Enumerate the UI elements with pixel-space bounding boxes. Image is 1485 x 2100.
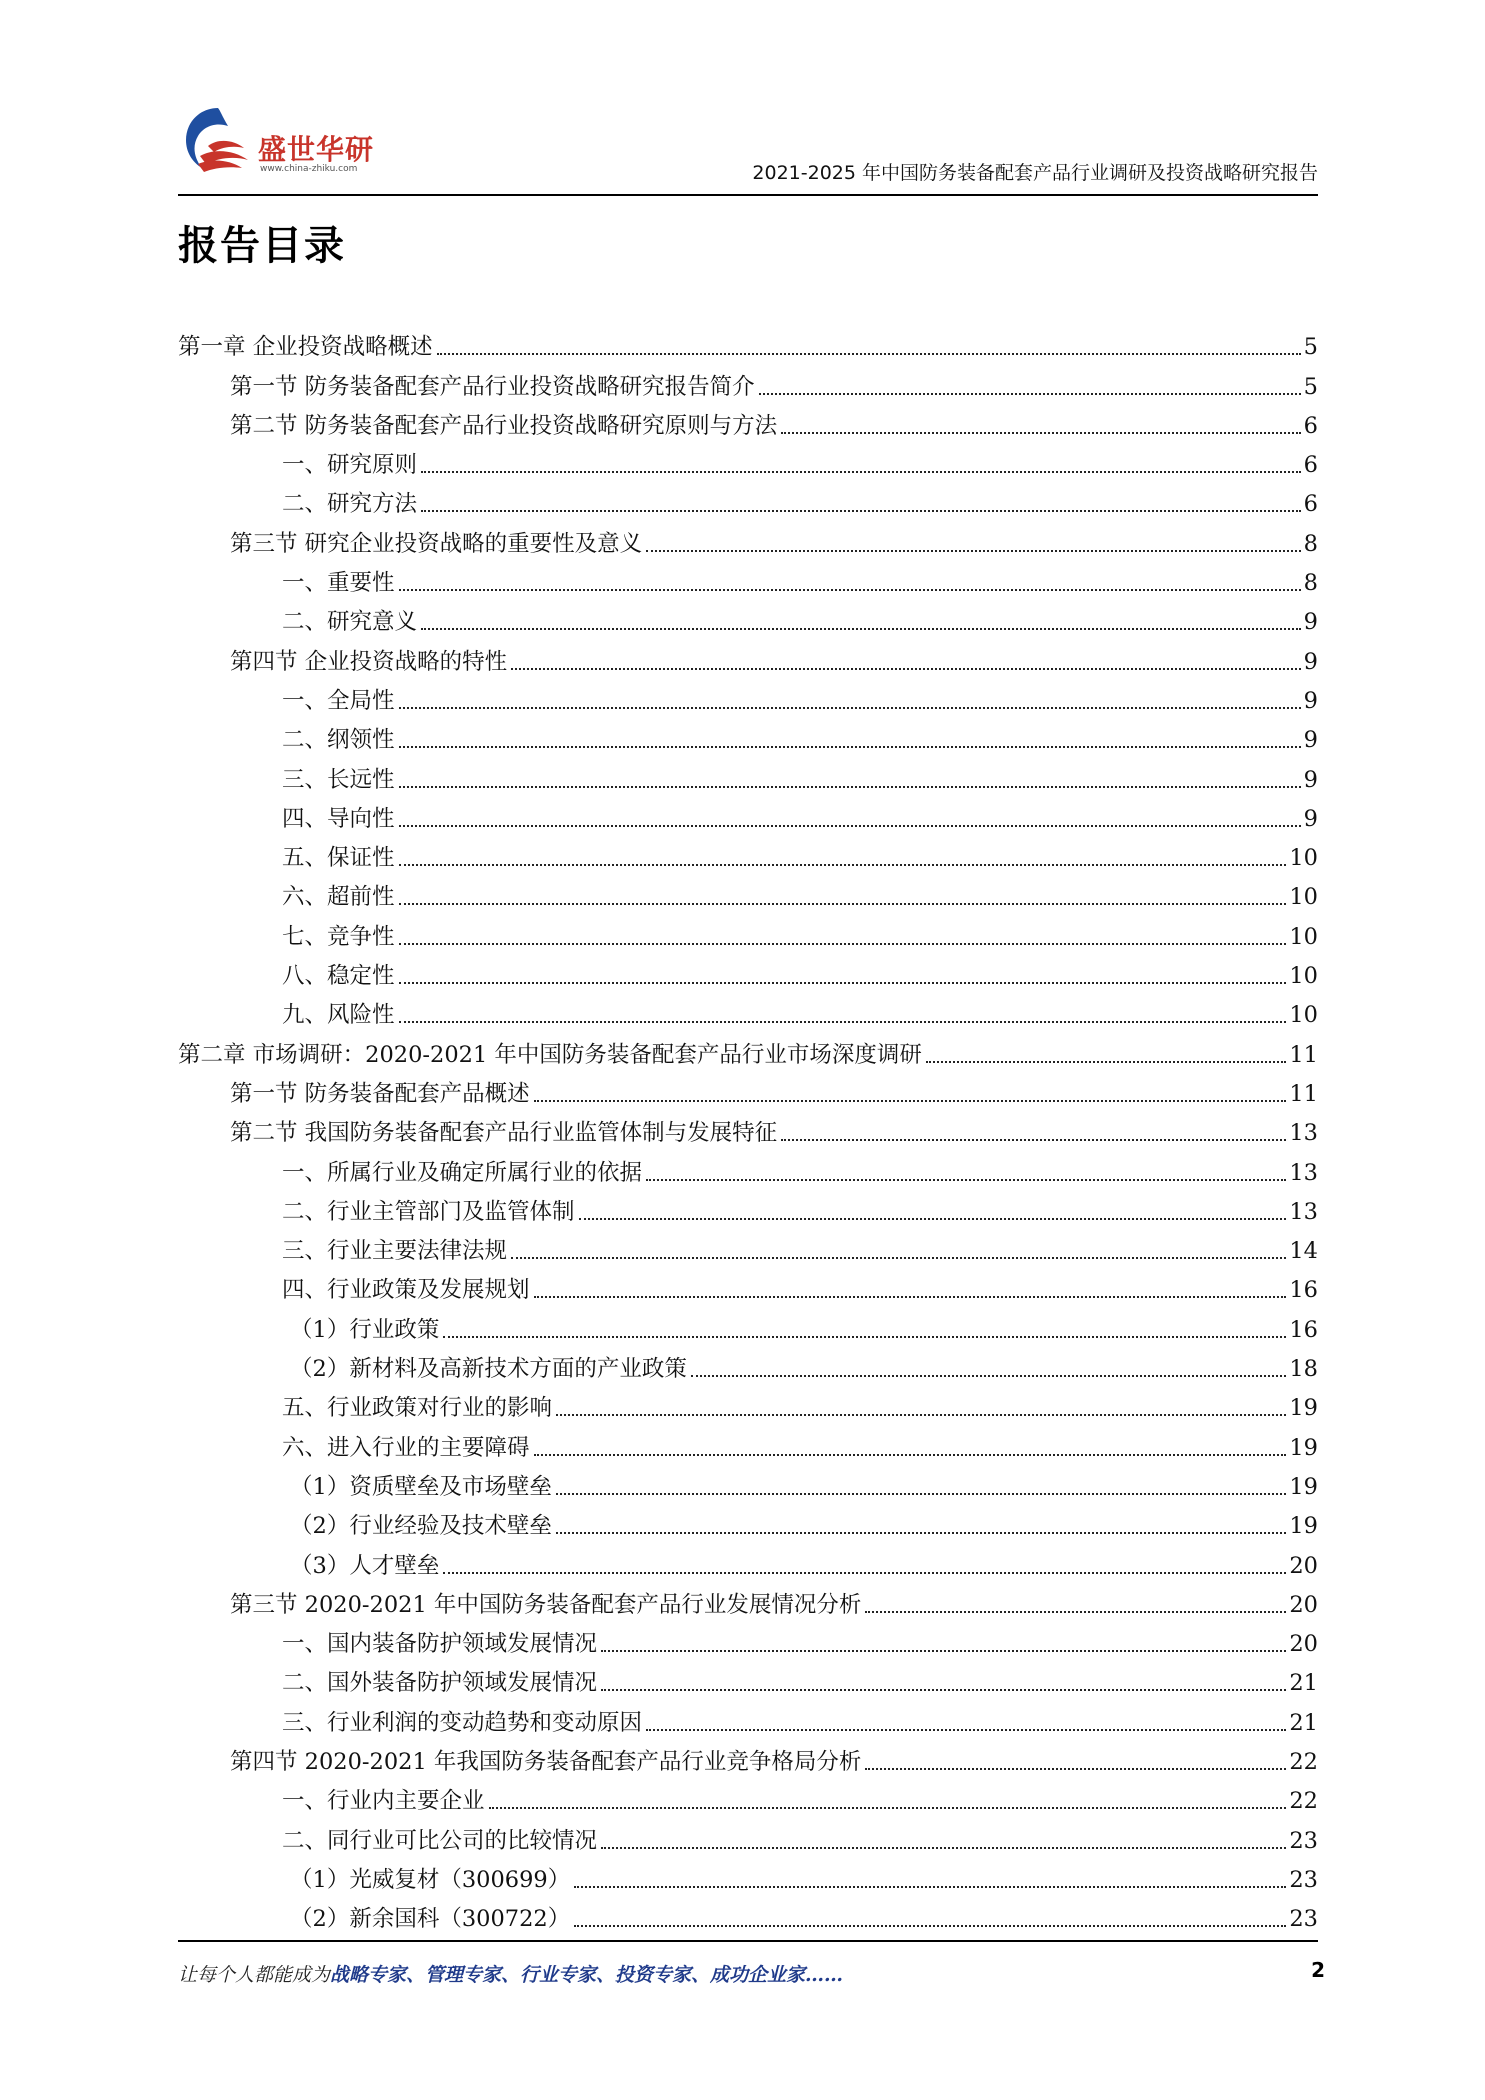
- toc-entry-label: 二、行业主管部门及监管体制: [282, 1198, 575, 1225]
- toc-entry[interactable]: [178, 1189, 1318, 1228]
- toc-entry-label: 第四节 企业投资战略的特性: [230, 648, 508, 675]
- toc-dot-leader: [534, 1296, 1287, 1298]
- toc-entry-label: 第一章 企业投资战略概述: [178, 334, 433, 361]
- toc-entry[interactable]: [178, 1542, 1318, 1581]
- toc-dot-leader: [601, 1650, 1286, 1652]
- slogan-prefix: 让每个人都能成为: [178, 1964, 331, 1986]
- toc-entry-page: 22: [1289, 1748, 1318, 1775]
- toc-entry[interactable]: [178, 1896, 1318, 1935]
- toc-dot-leader: [399, 943, 1287, 945]
- toc-entry-label: 二、国外装备防护领域发展情况: [282, 1670, 598, 1697]
- toc-entry[interactable]: [178, 1621, 1318, 1660]
- header-divider: [178, 194, 1318, 196]
- toc-entry-page: 10: [1289, 963, 1318, 990]
- toc-dot-leader: [399, 864, 1287, 866]
- toc-entry[interactable]: [178, 1739, 1318, 1778]
- toc-dot-leader: [556, 1532, 1287, 1534]
- toc-entry-label: 第三节 研究企业投资战略的重要性及意义: [230, 530, 643, 557]
- toc-entry-label: 第二节 防务装备配套产品行业投资战略研究原则与方法: [230, 412, 778, 439]
- toc-dot-leader: [781, 432, 1301, 434]
- toc-entry-page: 9: [1303, 687, 1318, 714]
- toc-entry-label: 第一节 防务装备配套产品概述: [230, 1080, 530, 1107]
- toc-entry-page: 20: [1289, 1631, 1318, 1658]
- page-title: 报告目录: [178, 223, 346, 269]
- toc-dot-leader: [399, 746, 1301, 748]
- toc-entry-page: 9: [1303, 727, 1318, 754]
- toc-dot-leader: [437, 353, 1301, 355]
- toc-entry[interactable]: [178, 678, 1318, 717]
- toc-dot-leader: [511, 668, 1301, 670]
- toc-entry[interactable]: [178, 1582, 1318, 1621]
- toc-entry-label: 三、行业利润的变动趋势和变动原因: [282, 1709, 643, 1736]
- footer-slogan: [178, 1960, 843, 1987]
- toc-entry[interactable]: [178, 992, 1318, 1031]
- toc-entry-page: 13: [1289, 1198, 1318, 1225]
- toc-dot-leader: [556, 1493, 1287, 1495]
- toc-dot-leader: [534, 1454, 1287, 1456]
- toc-entry-page: 13: [1289, 1120, 1318, 1147]
- toc-entry-page: 9: [1303, 766, 1318, 793]
- toc-entry[interactable]: [178, 1306, 1318, 1345]
- toc-entry-label: 七、竞争性: [282, 923, 395, 950]
- toc-entry-label: 八、稳定性: [282, 963, 395, 990]
- toc-entry-label: 第四节 2020-2021 年我国防务装备配套产品行业竞争格局分析: [230, 1748, 862, 1775]
- toc-entry-label: 第三节 2020-2021 年中国防务装备配套产品行业发展情况分析: [230, 1591, 862, 1618]
- toc-dot-leader: [759, 393, 1301, 395]
- toc-entry-page: 9: [1303, 805, 1318, 832]
- page-header: [178, 100, 1318, 195]
- toc-dot-leader: [574, 1886, 1286, 1888]
- toc-entry[interactable]: [178, 599, 1318, 638]
- toc-entry[interactable]: [178, 442, 1318, 481]
- toc-entry-page: 11: [1289, 1041, 1318, 1068]
- toc-entry-label: 五、保证性: [282, 845, 395, 872]
- toc-entry[interactable]: [178, 796, 1318, 835]
- toc-entry-page: 8: [1303, 530, 1318, 557]
- toc-entry[interactable]: [178, 953, 1318, 992]
- toc-entry-page: 20: [1289, 1591, 1318, 1618]
- toc-entry-label: 一、行业内主要企业: [282, 1788, 485, 1815]
- toc-dot-leader: [489, 1807, 1287, 1809]
- toc-entry-page: 19: [1289, 1395, 1318, 1422]
- toc-dot-leader: [926, 1061, 1286, 1063]
- toc-entry[interactable]: [178, 874, 1318, 913]
- toc-entry-page: 13: [1289, 1159, 1318, 1186]
- toc-dot-leader: [865, 1768, 1286, 1770]
- toc-entry-page: 23: [1289, 1827, 1318, 1854]
- toc-entry-label: 三、长远性: [282, 766, 395, 793]
- toc-dot-leader: [646, 1179, 1286, 1181]
- toc-entry[interactable]: [178, 835, 1318, 874]
- toc-dot-leader: [399, 707, 1301, 709]
- toc-dot-leader: [646, 550, 1301, 552]
- toc-entry[interactable]: [178, 1424, 1318, 1463]
- toc-dot-leader: [399, 982, 1287, 984]
- toc-dot-leader: [421, 510, 1301, 512]
- toc-entry-label: 四、导向性: [282, 805, 395, 832]
- toc-dot-leader: [511, 1257, 1286, 1259]
- toc-entry[interactable]: [178, 638, 1318, 677]
- toc-dot-leader: [574, 1925, 1286, 1927]
- toc-dot-leader: [781, 1139, 1286, 1141]
- toc-dot-leader: [399, 1021, 1287, 1023]
- toc-entry[interactable]: [178, 1071, 1318, 1110]
- toc-entry-label: 一、全局性: [282, 687, 395, 714]
- toc-entry-page: 21: [1289, 1670, 1318, 1697]
- toc-entry-label: 五、行业政策对行业的影响: [282, 1395, 553, 1422]
- toc-dot-leader: [601, 1689, 1286, 1691]
- toc-entry[interactable]: [178, 481, 1318, 520]
- toc-entry-label: 六、进入行业的主要障碍: [282, 1434, 530, 1461]
- toc-dot-leader: [443, 1572, 1286, 1574]
- toc-entry[interactable]: [178, 1464, 1318, 1503]
- logo-name: 盛世华研: [258, 133, 375, 166]
- toc-entry-page: 11: [1289, 1080, 1318, 1107]
- toc-entry-page: 8: [1303, 570, 1318, 597]
- toc-entry-label: 九、风险性: [282, 1002, 395, 1029]
- toc-entry-label: 第二节 我国防务装备配套产品行业监管体制与发展特征: [230, 1120, 778, 1147]
- toc-entry[interactable]: [178, 1385, 1318, 1424]
- toc-entry[interactable]: [178, 1503, 1318, 1542]
- toc-entry-page: 16: [1289, 1316, 1318, 1343]
- toc-entry[interactable]: [178, 1778, 1318, 1817]
- toc-dot-leader: [534, 1100, 1287, 1102]
- toc-entry-label: 一、国内装备防护领域发展情况: [282, 1631, 598, 1658]
- toc-entry[interactable]: [178, 1110, 1318, 1149]
- footer-divider: [178, 1940, 1318, 1942]
- toc-entry-page: 16: [1289, 1277, 1318, 1304]
- toc-dot-leader: [421, 628, 1301, 630]
- toc-dot-leader: [443, 1336, 1286, 1338]
- toc-entry[interactable]: [178, 1699, 1318, 1738]
- toc-entry[interactable]: [178, 1817, 1318, 1856]
- toc-entry-label: 二、研究方法: [282, 491, 418, 518]
- toc-dot-leader: [646, 1729, 1286, 1731]
- report-title: 2021-2025 年中国防务装备配套产品行业调研及投资战略研究报告: [752, 162, 1318, 184]
- toc-entry-label: （1）行业政策: [290, 1316, 440, 1343]
- toc-entry-page: 6: [1303, 491, 1318, 518]
- toc-entry[interactable]: [178, 1346, 1318, 1385]
- toc-entry-label: 二、同行业可比公司的比较情况: [282, 1827, 598, 1854]
- logo-emblem-icon: [178, 102, 258, 180]
- toc-dot-leader: [421, 471, 1301, 473]
- toc-entry-label: （2）行业经验及技术壁垒: [290, 1513, 552, 1540]
- toc-entry-page: 5: [1303, 373, 1318, 400]
- toc-entry-page: 10: [1289, 884, 1318, 911]
- toc-entry-label: 四、行业政策及发展规划: [282, 1277, 530, 1304]
- toc-entry[interactable]: [178, 520, 1318, 559]
- toc-entry[interactable]: [178, 1857, 1318, 1896]
- toc-entry-label: （2）新余国科（300722）: [290, 1906, 571, 1933]
- toc-entry[interactable]: [178, 913, 1318, 952]
- toc-dot-leader: [691, 1375, 1287, 1377]
- toc-entry-page: 10: [1289, 1002, 1318, 1029]
- toc-entry-label: 三、行业主要法律法规: [282, 1238, 508, 1265]
- toc-entry-page: 18: [1289, 1356, 1318, 1383]
- toc-dot-leader: [865, 1611, 1286, 1613]
- toc-dot-leader: [399, 825, 1301, 827]
- toc-entry-label: 二、研究意义: [282, 609, 418, 636]
- toc-entry-label: 一、所属行业及确定所属行业的依据: [282, 1159, 643, 1186]
- toc-dot-leader: [399, 589, 1301, 591]
- toc-entry-page: 23: [1289, 1866, 1318, 1893]
- toc-entry-page: 14: [1289, 1238, 1318, 1265]
- table-of-contents: [178, 324, 1318, 1935]
- toc-entry[interactable]: [178, 1660, 1318, 1699]
- toc-entry-page: 19: [1289, 1473, 1318, 1500]
- slogan-accent: 战略专家、管理专家、行业专家、投资专家、成功企业家……: [330, 1964, 844, 1986]
- toc-entry[interactable]: [178, 1228, 1318, 1267]
- toc-dot-leader: [399, 786, 1301, 788]
- toc-entry-page: 9: [1303, 609, 1318, 636]
- toc-entry-label: （3）人才壁垒: [290, 1552, 440, 1579]
- toc-entry[interactable]: [178, 560, 1318, 599]
- toc-dot-leader: [601, 1847, 1286, 1849]
- company-logo: [178, 100, 438, 180]
- toc-dot-leader: [556, 1414, 1286, 1416]
- toc-entry-page: 6: [1303, 452, 1318, 479]
- toc-entry-page: 10: [1289, 923, 1318, 950]
- toc-entry-label: （2）新材料及高新技术方面的产业政策: [290, 1356, 687, 1383]
- toc-entry[interactable]: [178, 1267, 1318, 1306]
- toc-entry[interactable]: [178, 1149, 1318, 1188]
- toc-entry-label: 六、超前性: [282, 884, 395, 911]
- toc-dot-leader: [579, 1218, 1287, 1220]
- toc-entry-page: 23: [1289, 1906, 1318, 1933]
- toc-entry[interactable]: [178, 717, 1318, 756]
- toc-entry-page: 22: [1289, 1788, 1318, 1815]
- toc-entry[interactable]: [178, 756, 1318, 795]
- logo-url: www.china-zhiku.com: [260, 164, 358, 174]
- toc-entry-page: 6: [1303, 412, 1318, 439]
- toc-entry[interactable]: [178, 403, 1318, 442]
- toc-entry-label: （1）资质壁垒及市场壁垒: [290, 1473, 552, 1500]
- toc-entry[interactable]: [178, 363, 1318, 402]
- toc-entry-page: 5: [1303, 334, 1318, 361]
- toc-entry-page: 19: [1289, 1513, 1318, 1540]
- toc-entry[interactable]: [178, 324, 1318, 363]
- toc-entry-label: 一、重要性: [282, 570, 395, 597]
- toc-entry-label: 一、研究原则: [282, 452, 418, 479]
- toc-entry[interactable]: [178, 1031, 1318, 1070]
- toc-entry-page: 19: [1289, 1434, 1318, 1461]
- toc-entry-page: 20: [1289, 1552, 1318, 1579]
- toc-entry-label: 第一节 防务装备配套产品行业投资战略研究报告简介: [230, 373, 755, 400]
- page-number: 2: [1311, 1958, 1325, 1982]
- toc-entry-page: 9: [1303, 648, 1318, 675]
- toc-entry-label: 第二章 市场调研：2020-2021 年中国防务装备配套产品行业市场深度调研: [178, 1041, 922, 1068]
- toc-entry-page: 21: [1289, 1709, 1318, 1736]
- toc-entry-page: 10: [1289, 845, 1318, 872]
- toc-dot-leader: [399, 903, 1287, 905]
- toc-entry-label: （1）光威复材（300699）: [290, 1866, 571, 1893]
- toc-entry-label: 二、纲领性: [282, 727, 395, 754]
